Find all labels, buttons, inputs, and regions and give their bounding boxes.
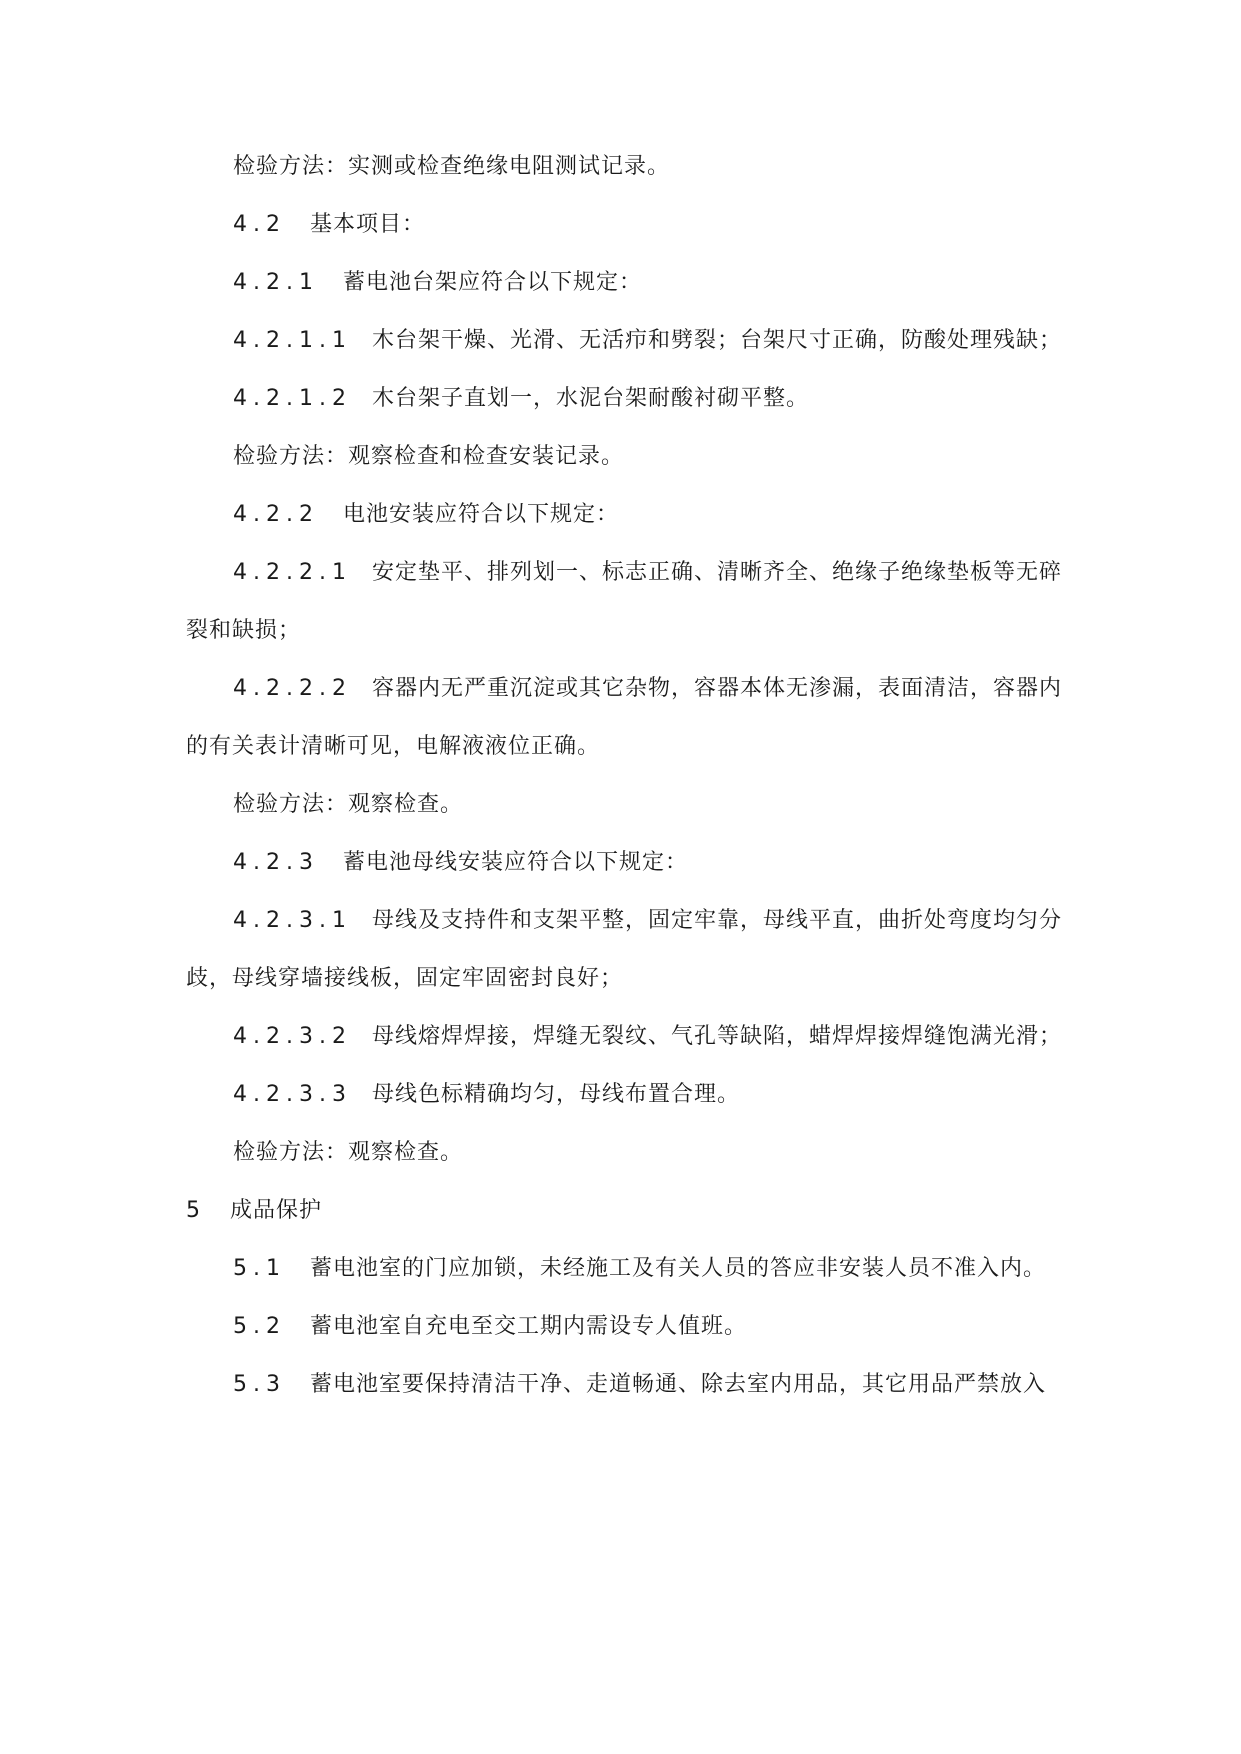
line-number: 4.2.3 (233, 850, 319, 875)
line-text: 木台架子直划一，水泥台架耐酸衬砌平整。 (371, 386, 809, 411)
line-number: 4.2 (233, 212, 286, 237)
paragraph-line-7 (233, 500, 619, 530)
paragraph-line-1 (233, 152, 670, 182)
line-number: 4.2.2.1 (233, 560, 352, 585)
line-text: 电池安装应符合以下规定： (342, 502, 619, 527)
paragraph-line-22 (233, 1370, 1046, 1400)
line-number: 4.2.3.3 (233, 1082, 352, 1107)
line-text: 母线及支持件和支架平整，固定牢靠，母线平直，曲折处弯度均匀分 (371, 908, 1062, 933)
line-text: 母线熔焊焊接，焊缝无裂纹、气孔等缺陷，蜡焊焊接焊缝饱满光滑； (371, 1024, 1062, 1049)
line-number: 5.1 (233, 1256, 286, 1281)
paragraph-line-13 (233, 848, 688, 878)
line-number: 4.2.1.1 (233, 328, 352, 353)
line-text: 蓄电池台架应符合以下规定： (342, 270, 642, 295)
paragraph-line-3 (233, 268, 642, 298)
paragraph-line-5 (233, 384, 809, 414)
line-text: 母线色标精确均匀，母线布置合理。 (371, 1082, 740, 1107)
paragraph-line-6 (233, 442, 624, 472)
paragraph-line-11 (186, 732, 600, 762)
line-text: 木台架干燥、光滑、无活疖和劈裂；台架尺寸正确，防酸处理残缺； (371, 328, 1062, 353)
line-number: 4.2.1 (233, 270, 319, 295)
line-text: 蓄电池室的门应加锁，未经施工及有关人员的答应非安装人员不准入内。 (310, 1256, 1047, 1281)
line-text: 检验方法：观察检查和检查安装记录。 (233, 444, 625, 469)
section-number: 5 (186, 1198, 206, 1223)
paragraph-line-4 (233, 326, 1062, 356)
paragraph-line-10 (233, 674, 1062, 704)
paragraph-line-14 (233, 906, 1062, 936)
paragraph-line-2 (233, 210, 425, 240)
line-text: 蓄电池母线安装应符合以下规定： (342, 850, 688, 875)
line-text: 安定垫平、排列划一、标志正确、清晰齐全、绝缘子绝缘垫板等无碎 (371, 560, 1062, 585)
paragraph-line-15 (186, 964, 623, 994)
line-number: 5.2 (233, 1314, 286, 1339)
line-number: 4.2.2 (233, 502, 319, 527)
line-text: 检验方法：观察检查。 (233, 1140, 464, 1165)
line-number: 5.3 (233, 1372, 286, 1397)
line-text: 裂和缺损； (186, 618, 302, 643)
section-title: 成品保护 (230, 1198, 323, 1223)
paragraph-line-8 (233, 558, 1062, 588)
paragraph-line-16 (233, 1022, 1062, 1052)
line-text: 的有关表计清晰可见，电解液液位正确。 (186, 734, 601, 759)
line-text: 基本项目： (310, 212, 426, 237)
line-text: 容器内无严重沉淀或其它杂物，容器本体无渗漏，表面清洁，容器内 (371, 676, 1062, 701)
line-text: 歧，母线穿墙接线板，固定牢固密封良好； (186, 966, 624, 991)
paragraph-line-21 (233, 1312, 747, 1342)
line-number: 4.2.1.2 (233, 386, 352, 411)
line-text: 检验方法：实测或检查绝缘电阻测试记录。 (233, 154, 671, 179)
line-number: 4.2.3.1 (233, 908, 352, 933)
paragraph-line-12 (233, 790, 463, 820)
line-text: 蓄电池室要保持清洁干净、走道畅通、除去室内用品，其它用品严禁放入 (310, 1372, 1047, 1397)
section-heading (186, 1196, 322, 1226)
line-text: 蓄电池室自充电至交工期内需设专人值班。 (310, 1314, 748, 1339)
line-number: 4.2.2.2 (233, 676, 352, 701)
paragraph-line-18 (233, 1138, 463, 1168)
paragraph-line-9 (186, 616, 301, 646)
paragraph-line-20 (233, 1254, 1046, 1284)
line-text: 检验方法：观察检查。 (233, 792, 464, 817)
line-number: 4.2.3.2 (233, 1024, 352, 1049)
paragraph-line-17 (233, 1080, 740, 1110)
